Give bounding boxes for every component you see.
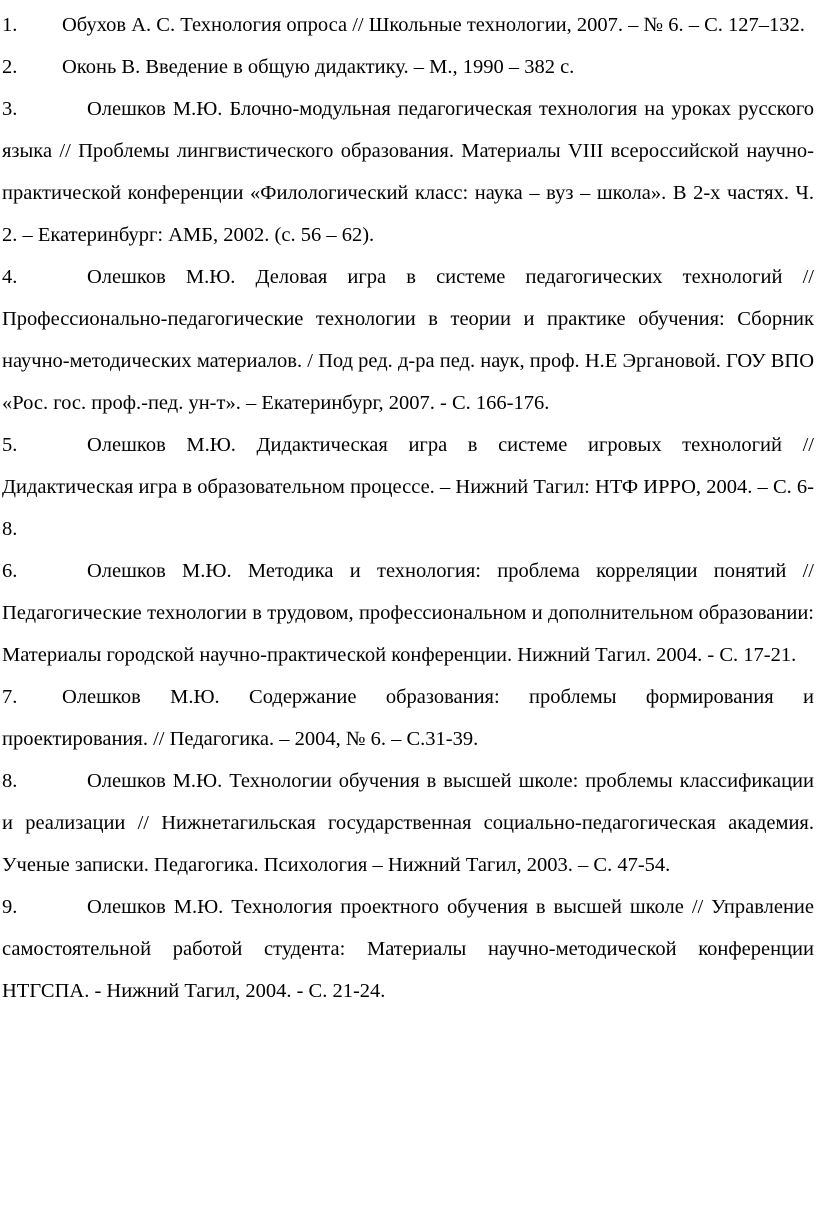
reference-item-6 bbox=[2, 550, 814, 676]
reference-item-4 bbox=[2, 256, 814, 424]
reference-number: 4. bbox=[2, 266, 18, 288]
reference-text: Олешков М.Ю. Технология проектного обучения в высшей школе // Управление самостоятельной работой студента: Материалы научно-методической конференции НТГСПА. - Нижний Тагил, 2004. - С. 21-24. bbox=[2, 896, 814, 1002]
reference-number: 6. bbox=[2, 560, 18, 582]
reference-number: 2. bbox=[2, 56, 18, 78]
reference-text: Олешков М.Ю. Дидактическая игра в системе игровых технологий // Дидактическая игра в образовательном процессе. – Нижний Тагил: НТФ ИРРО, 2004. – С. 6-8. bbox=[2, 434, 814, 540]
reference-item-2 bbox=[2, 46, 814, 88]
reference-item-8 bbox=[2, 760, 814, 886]
reference-item-1 bbox=[2, 4, 814, 46]
reference-text: Олешков М.Ю. Содержание образования: проблемы формирования и проектирования. // Педагогика. – 2004, № 6. – С.31-39. bbox=[2, 686, 814, 750]
reference-item-9 bbox=[2, 886, 814, 1012]
reference-item-5 bbox=[2, 424, 814, 550]
reference-number: 8. bbox=[2, 770, 18, 792]
reference-number: 3. bbox=[2, 98, 18, 120]
reference-text: Олешков М.Ю. Блочно-модульная педагогическая технология на уроках русского языка // Проблемы лингвистического образования. Материалы VIII всероссийской научно-практической конференции «Филологический класс: наука – вуз – школа». В 2-х частях. Ч. 2. – Екатеринбург: АМБ, 2002. (с. 56 – 62). bbox=[2, 98, 814, 246]
reference-text: Олешков М.Ю. Технологии обучения в высшей школе: проблемы классификации и реализации // Нижнетагильская государственная социально-педагогическая академия. Ученые записки. Педагогика. Психология – Нижний Тагил, 2003. – С. 47-54. bbox=[2, 770, 814, 876]
reference-number: 9. bbox=[2, 896, 18, 918]
reference-text: Олешков М.Ю. Деловая игра в системе педагогических технологий // Профессионально-педагогические технологии в теории и практике обучения: Сборник научно-методических материалов. / Под ред. д-ра пед. наук, проф. Н.Е Эргановой. ГОУ ВПО «Рос. гос. проф.-пед. ун-т». – Екатеринбург, 2007. - С. 166-176. bbox=[2, 266, 814, 414]
reference-number: 1. bbox=[2, 14, 18, 36]
reference-number: 5. bbox=[2, 434, 18, 456]
reference-item-7 bbox=[2, 676, 814, 760]
reference-item-3 bbox=[2, 88, 814, 256]
reference-text: Обухов А. С. Технология опроса // Школьные технологии, 2007. – № 6. – С. 127–132. bbox=[62, 14, 805, 36]
reference-text: Олешков М.Ю. Методика и технология: проблема корреляции понятий // Педагогические технологии в трудовом, профессиональном и дополнительном образовании: Материалы городской научно-практической конференции. Нижний Тагил. 2004. - С. 17-21. bbox=[2, 560, 814, 666]
reference-text: Оконь В. Введение в общую дидактику. – М., 1990 – 382 с. bbox=[62, 56, 575, 78]
reference-number: 7. bbox=[2, 686, 18, 708]
